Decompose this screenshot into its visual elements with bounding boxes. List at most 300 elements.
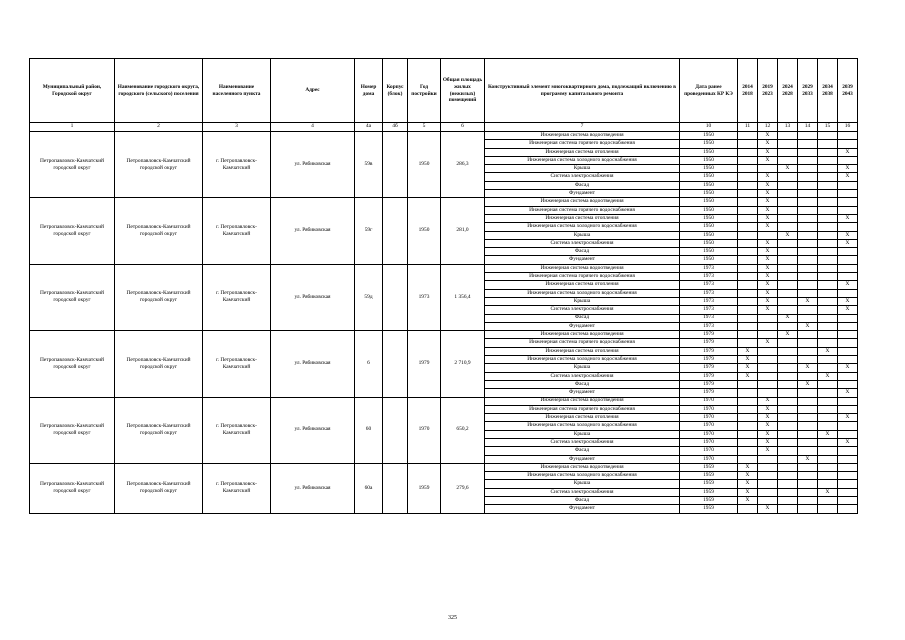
period-mark-cell [838,322,858,330]
period-mark-cell [758,165,778,173]
element-name-cell: Инженерная система водоотведения [485,264,680,272]
period-mark-cell [738,281,758,289]
period-mark-cell [798,165,818,173]
repair-date-cell: 1973 [680,264,738,272]
locality-cell: г. Петропавловск-Камчатский [203,331,271,397]
period-mark-cell [798,430,818,438]
repair-date-cell: 1950 [680,231,738,239]
column-number: 5 [408,123,441,132]
period-mark-cell [838,132,858,140]
period-mark-cell [818,306,838,314]
year-cell: 1979 [408,331,441,397]
period-mark-cell [818,314,838,322]
settlement-cell: Петропавловск-Камчатский городской округ [115,331,203,397]
header-cell: 2039 2043 [838,59,858,123]
area-cell: 286,3 [441,132,485,198]
period-mark-cell: X [758,190,778,198]
repair-date-cell: 1959 [680,497,738,505]
area-cell: 650,2 [441,397,485,463]
period-mark-cell [738,248,758,256]
element-name-cell: Система электроснабжения [485,438,680,446]
period-mark-cell [818,273,838,281]
repair-date-cell: 1973 [680,297,738,305]
house-number-cell: 60а [355,463,383,513]
element-name-cell: Инженерная система горячего водоснабжения [485,273,680,281]
district-cell: Петропавловск-Камчатский городской округ [30,132,115,198]
street-cell: ул. Рябиковская [271,264,355,330]
element-name-cell: Фасад [485,314,680,322]
period-mark-cell: X [838,214,858,222]
period-mark-cell [778,347,798,355]
period-mark-cell: X [798,364,818,372]
period-mark-cell [798,273,818,281]
period-mark-cell [818,156,838,164]
period-mark-cell: X [778,165,798,173]
period-mark-cell [778,397,798,405]
element-name-cell: Фасад [485,447,680,455]
period-mark-cell [758,372,778,380]
period-mark-cell [838,264,858,272]
element-name-cell: Фундамент [485,505,680,513]
column-number: 4а [355,123,383,132]
period-mark-cell: X [818,372,838,380]
period-mark-cell [838,156,858,164]
period-mark-cell: X [758,148,778,156]
period-mark-cell: X [838,231,858,239]
element-name-cell: Инженерная система холодного водоснабжения [485,156,680,164]
element-name-cell: Инженерная система отопления [485,148,680,156]
period-mark-cell [818,422,838,430]
period-mark-cell: X [738,488,758,496]
element-name-cell: Крыша [485,165,680,173]
period-mark-cell: X [778,331,798,339]
period-mark-cell [798,488,818,496]
header-cell: 2024 2028 [778,59,798,123]
period-mark-cell [798,231,818,239]
element-name-cell: Инженерная система холодного водоснабжения [485,472,680,480]
period-mark-cell [778,264,798,272]
period-mark-cell [838,422,858,430]
period-mark-cell [778,289,798,297]
period-mark-cell [838,356,858,364]
element-name-cell: Фасад [485,181,680,189]
period-mark-cell: X [818,488,838,496]
period-mark-cell: X [838,173,858,181]
element-name-cell: Инженерная система холодного водоснабжения [485,289,680,297]
period-mark-cell: X [758,447,778,455]
element-name-cell: Система электроснабжения [485,173,680,181]
repair-date-cell: 1979 [680,347,738,355]
period-mark-cell [738,132,758,140]
period-mark-cell [738,256,758,264]
period-mark-cell [818,132,838,140]
period-mark-cell [838,455,858,463]
period-mark-cell [738,455,758,463]
period-mark-cell [738,198,758,206]
period-mark-cell [798,497,818,505]
repair-date-cell: 1950 [680,156,738,164]
period-mark-cell [778,132,798,140]
house-number-cell: 60 [355,397,383,463]
period-mark-cell [778,306,798,314]
locality-cell: г. Петропавловск-Камчатский [203,463,271,513]
area-cell: 279,6 [441,463,485,513]
period-mark-cell: X [758,422,778,430]
street-cell: ул. Рябиковская [271,331,355,397]
period-mark-cell [778,389,798,397]
period-mark-cell [778,505,798,513]
period-mark-cell [818,331,838,339]
period-mark-cell: X [838,281,858,289]
period-mark-cell: X [798,455,818,463]
period-mark-cell [798,223,818,231]
column-number: 2 [115,123,203,132]
period-mark-cell [738,264,758,272]
period-mark-cell [798,181,818,189]
repair-date-cell: 1979 [680,380,738,388]
period-mark-cell: X [838,306,858,314]
period-mark-cell [778,497,798,505]
period-mark-cell [738,339,758,347]
period-mark-cell [798,389,818,397]
block-cell [383,463,408,513]
period-mark-cell [818,389,838,397]
period-mark-cell [778,430,798,438]
period-mark-cell: X [758,223,778,231]
block-cell [383,132,408,198]
period-mark-cell: X [738,480,758,488]
period-mark-cell [758,463,778,471]
period-mark-cell [758,356,778,364]
period-mark-cell [818,256,838,264]
repair-date-cell: 1950 [680,223,738,231]
element-name-cell: Инженерная система отопления [485,281,680,289]
period-mark-cell: X [838,239,858,247]
period-mark-cell: X [758,239,778,247]
period-mark-cell [838,198,858,206]
period-mark-cell: X [758,256,778,264]
period-mark-cell [838,140,858,148]
period-mark-cell [818,190,838,198]
period-mark-cell: X [758,306,778,314]
period-mark-cell [778,198,798,206]
period-mark-cell: X [758,181,778,189]
period-mark-cell [758,314,778,322]
block-cell [383,397,408,463]
period-mark-cell [778,339,798,347]
year-cell: 1973 [408,264,441,330]
period-mark-cell [738,389,758,397]
header-cell: 2034 2038 [818,59,838,123]
element-name-cell: Крыша [485,480,680,488]
period-mark-cell: X [778,231,798,239]
locality-cell: г. Петропавловск-Камчатский [203,397,271,463]
period-mark-cell [798,140,818,148]
period-mark-cell [738,422,758,430]
period-mark-cell [778,422,798,430]
period-mark-cell: X [838,297,858,305]
period-mark-cell [738,190,758,198]
table-row [30,463,858,471]
period-mark-cell [798,248,818,256]
repair-date-cell: 1950 [680,239,738,247]
settlement-cell: Петропавловск-Камчатский городской округ [115,397,203,463]
element-name-cell: Фундамент [485,389,680,397]
period-mark-cell [818,497,838,505]
period-mark-cell [818,455,838,463]
element-name-cell: Система электроснабжения [485,306,680,314]
repair-date-cell: 1950 [680,173,738,181]
period-mark-cell [798,306,818,314]
repair-date-cell: 1970 [680,430,738,438]
period-mark-cell [758,331,778,339]
district-cell: Петропавловск-Камчатский городской округ [30,198,115,264]
period-mark-cell [778,248,798,256]
element-name-cell: Инженерная система водоотведения [485,397,680,405]
period-mark-cell [798,281,818,289]
capital-repair-table [29,58,858,514]
period-mark-cell [738,173,758,181]
header-cell: Наименование населенного пункта [203,59,271,123]
header-cell: Конструктивный элемент многоквартирного дома, подлежащий включению в программу капитального ремонта [485,59,680,123]
period-mark-cell [758,472,778,480]
period-mark-cell [798,190,818,198]
period-mark-cell [778,447,798,455]
header-cell: Дата ранее проведенных КР КЭ [680,59,738,123]
element-name-cell: Инженерная система холодного водоснабжения [485,356,680,364]
period-mark-cell: X [838,414,858,422]
element-name-cell: Инженерная система водоотведения [485,331,680,339]
element-name-cell: Крыша [485,297,680,305]
column-number: 4б [383,123,408,132]
period-mark-cell [758,347,778,355]
period-mark-cell [778,140,798,148]
period-mark-cell [818,165,838,173]
district-cell: Петропавловск-Камчатский городской округ [30,463,115,513]
period-mark-cell [738,239,758,247]
period-mark-cell [818,438,838,446]
period-mark-cell: X [838,148,858,156]
header-row [30,59,858,123]
period-mark-cell: X [758,297,778,305]
element-name-cell: Инженерная система холодного водоснабжения [485,422,680,430]
element-name-cell: Фундамент [485,256,680,264]
period-mark-cell [818,397,838,405]
element-name-cell: Инженерная система водоотведения [485,132,680,140]
period-mark-cell [838,181,858,189]
element-name-cell: Инженерная система отопления [485,214,680,222]
period-mark-cell [778,455,798,463]
repair-date-cell: 1973 [680,322,738,330]
period-mark-cell [738,331,758,339]
repair-date-cell: 1979 [680,364,738,372]
repair-date-cell: 1979 [680,339,738,347]
column-number: 13 [778,123,798,132]
period-mark-cell [738,414,758,422]
period-mark-cell [798,480,818,488]
period-mark-cell [818,356,838,364]
period-mark-cell: X [758,273,778,281]
period-mark-cell [778,148,798,156]
block-cell [383,198,408,264]
period-mark-cell [838,372,858,380]
period-mark-cell [738,438,758,446]
repair-date-cell: 1973 [680,273,738,281]
repair-date-cell: 1973 [680,314,738,322]
period-mark-cell [738,430,758,438]
period-mark-cell [818,364,838,372]
street-cell: ул. Рябиковская [271,132,355,198]
period-mark-cell [818,140,838,148]
element-name-cell: Инженерная система водоотведения [485,198,680,206]
repair-date-cell: 1973 [680,289,738,297]
repair-date-cell: 1973 [680,306,738,314]
period-mark-cell [778,223,798,231]
area-cell: 281,0 [441,198,485,264]
period-mark-cell [778,190,798,198]
period-mark-cell [778,206,798,214]
period-mark-cell [838,190,858,198]
period-mark-cell: X [738,347,758,355]
element-name-cell: Инженерная система водоотведения [485,463,680,471]
period-mark-cell [778,380,798,388]
period-mark-cell [798,505,818,513]
period-mark-cell [778,181,798,189]
element-name-cell: Система электроснабжения [485,372,680,380]
period-mark-cell [778,273,798,281]
repair-date-cell: 1950 [680,248,738,256]
period-mark-cell: X [738,472,758,480]
period-mark-cell [738,181,758,189]
period-mark-cell [738,231,758,239]
period-mark-cell [738,380,758,388]
repair-date-cell: 1950 [680,132,738,140]
period-mark-cell [758,455,778,463]
period-mark-cell [838,463,858,471]
period-mark-cell [738,156,758,164]
locality-cell: г. Петропавловск-Камчатский [203,198,271,264]
street-cell: ул. Рябиковская [271,397,355,463]
period-mark-cell [838,206,858,214]
period-mark-cell [838,289,858,297]
period-mark-cell [818,289,838,297]
period-mark-cell [778,173,798,181]
period-mark-cell [738,206,758,214]
header-cell: Адрес [271,59,355,123]
period-mark-cell [778,256,798,264]
repair-date-cell: 1950 [680,190,738,198]
period-mark-cell [838,347,858,355]
repair-date-cell: 1970 [680,438,738,446]
period-mark-cell [778,281,798,289]
table-row [30,132,858,140]
settlement-cell: Петропавловск-Камчатский городской округ [115,198,203,264]
period-mark-cell [738,447,758,455]
repair-date-cell: 1950 [680,214,738,222]
period-mark-cell: X [758,140,778,148]
year-cell: 1959 [408,463,441,513]
period-mark-cell [818,447,838,455]
period-mark-cell [818,248,838,256]
header-cell: Номер дома [355,59,383,123]
page-number: 325 [448,615,457,621]
period-mark-cell [818,472,838,480]
table-body [30,132,858,514]
period-mark-cell [798,256,818,264]
element-name-cell: Инженерная система горячего водоснабжения [485,140,680,148]
repair-date-cell: 1950 [680,256,738,264]
period-mark-cell: X [818,430,838,438]
settlement-cell: Петропавловск-Камчатский городской округ [115,132,203,198]
period-mark-cell [778,405,798,413]
period-mark-cell [818,231,838,239]
repair-date-cell: 1979 [680,372,738,380]
period-mark-cell [758,389,778,397]
period-mark-cell [738,397,758,405]
repair-date-cell: 1979 [680,331,738,339]
column-number: 16 [838,123,858,132]
period-mark-cell [798,339,818,347]
period-mark-cell [798,264,818,272]
period-mark-cell: X [758,206,778,214]
period-mark-cell: X [758,198,778,206]
period-mark-cell [778,472,798,480]
year-cell: 1950 [408,132,441,198]
period-mark-cell [818,148,838,156]
period-mark-cell [798,239,818,247]
period-mark-cell [798,289,818,297]
period-mark-cell [778,156,798,164]
locality-cell: г. Петропавловск-Камчатский [203,132,271,198]
period-mark-cell [818,505,838,513]
period-mark-cell [798,156,818,164]
repair-date-cell: 1959 [680,488,738,496]
period-mark-cell [778,372,798,380]
period-mark-cell [818,480,838,488]
period-mark-cell [778,322,798,330]
year-cell: 1950 [408,198,441,264]
header-cell: Муниципальный район, Городской округ [30,59,115,123]
year-cell: 1970 [408,397,441,463]
period-mark-cell [758,322,778,330]
period-mark-cell [818,173,838,181]
period-mark-cell: X [838,438,858,446]
repair-date-cell: 1950 [680,165,738,173]
repair-date-cell: 1979 [680,356,738,364]
period-mark-cell [838,472,858,480]
period-mark-cell [778,438,798,446]
period-mark-cell [758,380,778,388]
header-cell: 2014 2018 [738,59,758,123]
period-mark-cell [838,405,858,413]
district-cell: Петропавловск-Камчатский городской округ [30,264,115,330]
period-mark-cell [838,223,858,231]
period-mark-cell [758,364,778,372]
repair-date-cell: 1950 [680,148,738,156]
table-row [30,331,858,339]
period-mark-cell: X [758,173,778,181]
column-number: 1 [30,123,115,132]
period-mark-cell [738,223,758,231]
period-mark-cell [838,480,858,488]
period-mark-cell [778,480,798,488]
period-mark-cell [798,356,818,364]
table-row [30,198,858,206]
period-mark-cell [818,206,838,214]
repair-date-cell: 1979 [680,389,738,397]
header-cell: Общая площадь жилых (нежилых) помещений [441,59,485,123]
column-number: 12 [758,123,778,132]
